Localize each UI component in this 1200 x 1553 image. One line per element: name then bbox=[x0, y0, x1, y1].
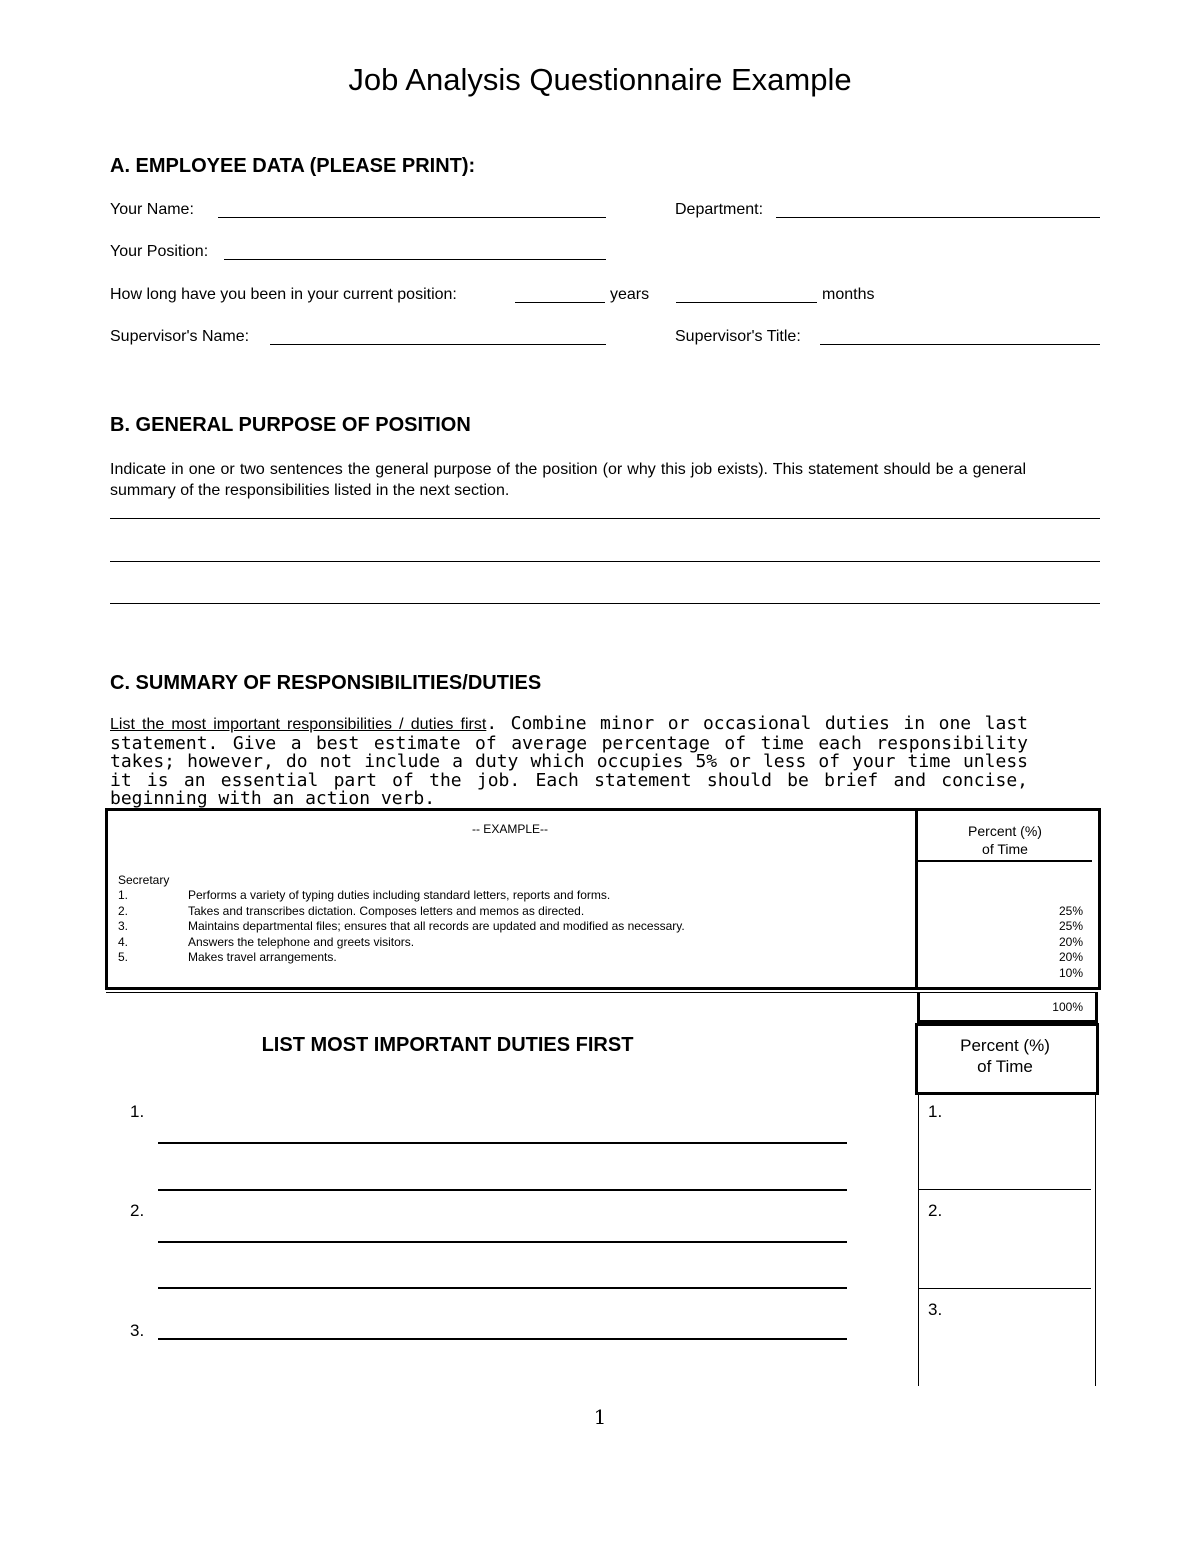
months-label: months bbox=[822, 286, 875, 303]
duties-list-heading: LIST MOST IMPORTANT DUTIES FIRST bbox=[261, 1034, 634, 1056]
example-percent-header-line-2: of Time bbox=[982, 841, 1028, 857]
percent-column-right-border bbox=[1095, 1092, 1096, 1386]
supervisor-title-label: Supervisor's Title: bbox=[675, 328, 801, 345]
example-item-text: Maintains departmental files; ensures that all records are updated and modified as necessary. bbox=[188, 919, 685, 933]
purpose-line-2[interactable] bbox=[110, 561, 1100, 562]
supervisor-name-field[interactable] bbox=[270, 344, 606, 345]
department-label: Department: bbox=[675, 201, 764, 218]
example-percent-value: 20% bbox=[1058, 935, 1083, 949]
percent-number: 2. bbox=[928, 1201, 943, 1220]
example-percent-value: 25% bbox=[1058, 904, 1083, 918]
months-field[interactable] bbox=[676, 302, 817, 303]
example-percent-value: 25% bbox=[1058, 919, 1083, 933]
your-name-label: Your Name: bbox=[110, 201, 194, 218]
supervisor-name-label: Supervisor's Name: bbox=[110, 328, 250, 345]
duty-number: 3. bbox=[130, 1321, 145, 1340]
duty-2-line-1[interactable] bbox=[158, 1241, 847, 1243]
percent-number: 1. bbox=[928, 1102, 943, 1121]
example-item-text: Makes travel arrangements. bbox=[188, 950, 337, 964]
example-item-num: 2. bbox=[118, 904, 129, 918]
duty-number: 1. bbox=[130, 1102, 145, 1121]
duty-2-line-2[interactable] bbox=[158, 1287, 847, 1289]
section-c-heading: C. SUMMARY OF RESPONSIBILITIES/DUTIES bbox=[110, 672, 542, 694]
percent-row-divider bbox=[918, 1189, 1091, 1190]
supervisor-title-field[interactable] bbox=[820, 344, 1100, 345]
your-name-field[interactable] bbox=[218, 217, 606, 218]
how-long-label: How long have you been in your current position: bbox=[110, 286, 457, 303]
example-item-num: 4. bbox=[118, 935, 129, 949]
percent-number: 3. bbox=[928, 1300, 943, 1319]
duties-percent-header-line-2: of Time bbox=[977, 1057, 1033, 1076]
example-role: Secretary bbox=[118, 873, 170, 887]
duty-3-line-1[interactable] bbox=[158, 1338, 847, 1340]
example-percent-header bbox=[918, 822, 1092, 858]
example-item-text: Takes and transcribes dictation. Composes letters and memos as directed. bbox=[188, 904, 585, 918]
page-title: Job Analysis Questionnaire Example bbox=[348, 62, 852, 97]
percent-column-left-border bbox=[918, 1092, 919, 1386]
duty-1-line-1[interactable] bbox=[158, 1142, 847, 1144]
example-item-num: 3. bbox=[118, 919, 129, 933]
purpose-line-3[interactable] bbox=[110, 603, 1100, 604]
example-item-num: 5. bbox=[118, 950, 129, 964]
section-b-instructions: Indicate in one or two sentences the general purpose of the position (or why this job exists). This statement should be a general summary of the responsibilities listed in the next section. bbox=[110, 461, 1026, 499]
duties-percent-header-line-1: Percent (%) bbox=[960, 1036, 1050, 1055]
years-label: years bbox=[610, 286, 650, 303]
example-header: -- EXAMPLE-- bbox=[471, 822, 548, 836]
example-item-text: Performs a variety of typing duties including standard letters, reports and forms. bbox=[188, 888, 611, 902]
years-field[interactable] bbox=[515, 302, 605, 303]
percent-row-divider bbox=[918, 1288, 1091, 1289]
duty-1-line-2[interactable] bbox=[158, 1189, 847, 1191]
example-percent-header-rule bbox=[918, 860, 1092, 862]
section-c-instructions-rest: . Combine minor or occasional duties in one last statement. Give a best estimate of average percentage of time each responsibility takes; however, do not include a duty which occupies 5% or less of your time unless it is an essential part of the job. Each statement should be brief and concise, beginning with an action verb. bbox=[110, 713, 1029, 809]
example-total-value: 100% bbox=[1052, 1000, 1083, 1014]
section-a-heading: A. EMPLOYEE DATA (PLEASE PRINT): bbox=[110, 155, 476, 177]
purpose-line-1[interactable] bbox=[110, 518, 1100, 519]
example-percent-value: 10% bbox=[1058, 966, 1083, 980]
section-b-heading: B. GENERAL PURPOSE OF POSITION bbox=[110, 414, 471, 436]
example-item-num: 1. bbox=[118, 888, 129, 902]
section-c-instructions-underlined: List the most important responsibilities / duties first bbox=[110, 716, 487, 733]
your-position-field[interactable] bbox=[224, 259, 606, 260]
your-position-label: Your Position: bbox=[110, 243, 209, 260]
section-c-instructions bbox=[110, 715, 1028, 809]
page-number: 1 bbox=[593, 1405, 607, 1429]
example-percent-value: 20% bbox=[1058, 950, 1083, 964]
duties-percent-header bbox=[918, 1035, 1092, 1077]
example-box-rule-1 bbox=[106, 989, 1096, 990]
example-item-text: Answers the telephone and greets visitors. bbox=[188, 935, 415, 949]
department-field[interactable] bbox=[776, 217, 1100, 218]
duty-number: 2. bbox=[130, 1201, 145, 1220]
example-percent-header-line-1: Percent (%) bbox=[968, 823, 1042, 839]
